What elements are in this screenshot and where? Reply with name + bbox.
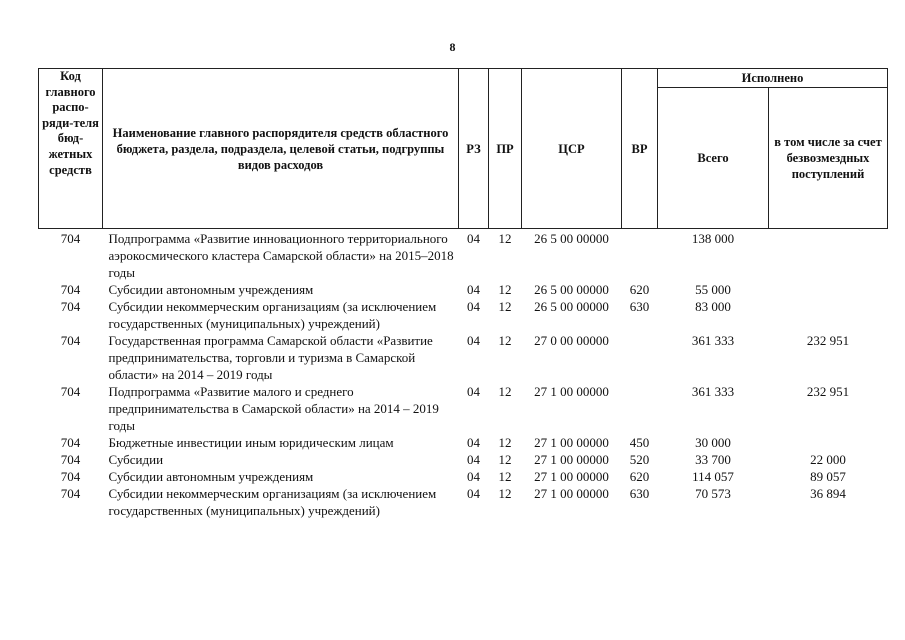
cell-rz: 04 (467, 486, 480, 501)
table-header (39, 69, 888, 229)
cell-free (769, 434, 888, 451)
cell-name: Подпрограмма «Развитие малого и среднего предпринимательства в Самарской области» на 2014 – 2019 годы (108, 384, 439, 433)
table-row (39, 468, 888, 485)
cell-csr: 27 1 00 00000 (534, 469, 609, 484)
cell-code: 704 (60, 299, 81, 314)
header-csr: ЦСР (522, 69, 622, 229)
cell-csr: 26 5 00 00000 (534, 231, 609, 246)
cell-vr: 620 (629, 282, 650, 297)
cell-rz: 04 (467, 333, 480, 348)
cell-csr: 27 1 00 00000 (534, 384, 609, 399)
cell-code: 704 (60, 435, 81, 450)
page-number: 8 (449, 40, 456, 54)
cell-rz: 04 (467, 384, 480, 399)
cell-total: 361 333 (691, 333, 735, 348)
header-vr: ВР (622, 69, 658, 229)
cell-free (769, 281, 888, 298)
table-row (39, 383, 888, 434)
table-row (39, 229, 888, 282)
cell-free: 36 894 (810, 486, 846, 501)
cell-csr: 26 5 00 00000 (534, 299, 609, 314)
table-row (39, 485, 888, 519)
cell-total: 30 000 (695, 435, 731, 450)
cell-total: 55 000 (695, 282, 731, 297)
cell-csr: 27 0 00 00000 (534, 333, 609, 348)
cell-pr: 12 (498, 282, 512, 297)
cell-total: 33 700 (695, 452, 731, 467)
cell-pr: 12 (498, 486, 512, 501)
cell-csr: 26 5 00 00000 (534, 282, 609, 297)
table-row (39, 451, 888, 468)
cell-name: Подпрограмма «Развитие инновационного территориального аэрокосмического кластера Самарской области» на 2015–2018 годы (108, 231, 454, 280)
cell-code: 704 (60, 452, 81, 467)
header-code: Код главного распо-ряди-теля бюд-жетных средств (39, 69, 103, 229)
cell-pr: 12 (498, 469, 512, 484)
cell-csr: 27 1 00 00000 (534, 435, 609, 450)
cell-rz: 04 (467, 299, 480, 314)
header-pr: ПР (489, 69, 522, 229)
cell-vr: 620 (629, 469, 650, 484)
header-name: Наименование главного распорядителя средств областного бюджета, раздела, подраздела, целевой статьи, подгруппы видов расходов (103, 69, 459, 229)
cell-total: 138 000 (691, 231, 735, 246)
cell-free: 232 951 (806, 384, 850, 399)
header-free: в том числе за счет безвозмездных поступлений (769, 88, 888, 229)
cell-vr: 450 (629, 435, 650, 450)
cell-vr (622, 229, 658, 282)
table-row (39, 434, 888, 451)
cell-name: Субсидии некоммерческим организациям (за исключением государственных (муниципальных) учреждений) (108, 486, 437, 518)
header-total: Всего (658, 88, 769, 229)
cell-rz: 04 (467, 452, 480, 467)
cell-code: 704 (60, 486, 81, 501)
table-row (39, 332, 888, 383)
cell-pr: 12 (498, 384, 512, 399)
cell-code: 704 (60, 231, 81, 246)
cell-vr: 520 (629, 452, 650, 467)
cell-vr: 630 (629, 299, 650, 314)
cell-free (769, 298, 888, 332)
cell-name: Субсидии автономным учреждениям (108, 469, 314, 484)
header-executed: Исполнено (658, 69, 888, 88)
cell-pr: 12 (498, 231, 512, 246)
cell-total: 361 333 (691, 384, 735, 399)
cell-rz: 04 (467, 469, 480, 484)
cell-free: 89 057 (810, 469, 846, 484)
cell-total: 83 000 (695, 299, 731, 314)
cell-total: 70 573 (695, 486, 731, 501)
cell-pr: 12 (498, 299, 512, 314)
cell-rz: 04 (467, 282, 480, 297)
cell-code: 704 (60, 384, 81, 399)
cell-free (769, 229, 888, 282)
cell-name: Бюджетные инвестиции иным юридическим лицам (108, 435, 394, 450)
cell-name: Субсидии некоммерческим организациям (за исключением государственных (муниципальных) учреждений) (108, 299, 437, 331)
cell-name: Субсидии автономным учреждениям (108, 282, 314, 297)
cell-rz: 04 (467, 435, 480, 450)
cell-code: 704 (60, 282, 81, 297)
cell-code: 704 (60, 469, 81, 484)
cell-pr: 12 (498, 435, 512, 450)
cell-vr (622, 332, 658, 383)
cell-free: 22 000 (810, 452, 846, 467)
cell-vr: 630 (629, 486, 650, 501)
cell-name: Субсидии (108, 452, 164, 467)
cell-csr: 27 1 00 00000 (534, 486, 609, 501)
table-row (39, 298, 888, 332)
header-rz: РЗ (459, 69, 489, 229)
cell-csr: 27 1 00 00000 (534, 452, 609, 467)
cell-total: 114 057 (692, 469, 734, 484)
cell-code: 704 (60, 333, 81, 348)
table-body (39, 229, 888, 520)
cell-rz: 04 (467, 231, 480, 246)
cell-name: Государственная программа Самарской области «Развитие предпринимательства, торговли и туризма в Самарской области» на 2014 – 2019 годы (108, 333, 433, 382)
cell-pr: 12 (498, 333, 512, 348)
budget-table (38, 68, 888, 519)
cell-pr: 12 (498, 452, 512, 467)
cell-vr (622, 383, 658, 434)
cell-free: 232 951 (806, 333, 850, 348)
table-row (39, 281, 888, 298)
